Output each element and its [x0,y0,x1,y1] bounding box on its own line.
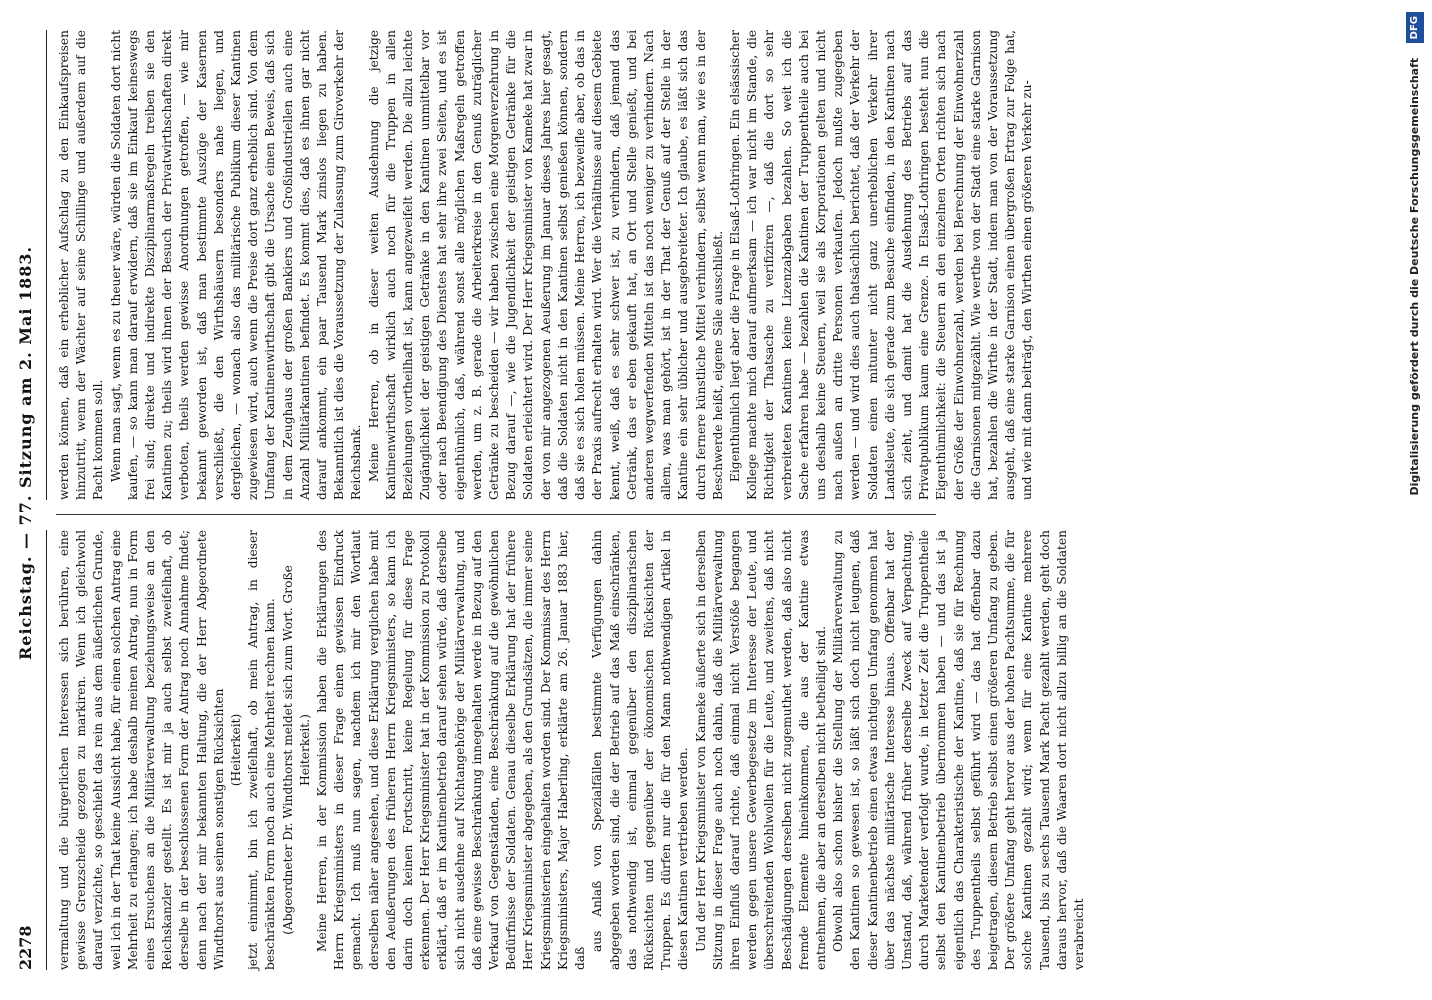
left-paragraph: (Heiterkeit) [229,713,244,787]
running-title: Reichstag. — 77. Sitzung am 2. Mai 1883. [16,245,35,660]
dfg-attribution-strip [1404,0,1426,1000]
left-paragraph: Meine Herren, in der Kommission haben die Erklärungen des Herrn Kriegsministers in dieser Frage einen gewissen Eindruck gemacht. Ich muß nun sagen, nachdem ich mir den Wortlaut derselben näher angesehen, und diese Erklärung verglichen habe mit den Aeußerungen des früheren Herrn Kriegsministers, so kann ich darin doch keinen Fortschritt, keine Regelung für diese Frage erkennen. Der Herr Kriegsminister hat in der Kommission zu Protokoll erklärt, daß er im Kantinenbetrieb darauf sehen würde, daß derselbe sich nicht ausdehne auf Nichtangehörige der Militärverwaltung, und daß eine gewisse Beschränkung innegehalten werde in Bezug auf den Verkauf von Gegenständen, eine Beschränkung auf die gewöhnlichen Bedürfnisse der Soldaten. Genau dieselbe Erklärung hat der frühere Herr Kriegsminister abgegeben, als den Grundsätzen, die immer seine Kriegsministerien eingehalten worden sind. Der Kommissar des Herrn Kriegsministers, Major Haberling, erklärte am 26. Januar 1883 hier, daß [315,530,588,970]
left-paragraph: vermaltung und die bürgerlichen Interessen sich berühren, eine gewisse Grenzscheide gezogen zu markiren. Wenn ich gleichwohl darauf verzichte, so geschieht das rein aus dem äußerlichen Grunde, weil ich in der That keine Aussicht habe, für einen solchen Antrag eine Mehrheit zu erlangen; ich habe deshalb meinen Antrag, nun in Form eines Ersuchens an die Militärverwaltung beziehungsweise an den Reichskanzler gestellt. Es ist mir ja auch selbst zweifelhaft, ob derselbe in der beschlossenen Form der Antrag noch Annahme findet; denn nach der mir bekannten Haltung, die der Herr Abgeordnete Windthorst aus seinen sonstigen Rücksichten [57,530,226,970]
right-column [56,30,1035,500]
left-paragraph: (Abgeordneter Dr. Windthorst meldet sich zum Wort. Große Heiterkeit.) [280,565,312,935]
left-paragraph: aus Anlaß von Spezialfällen bestimmte Verfügungen dahin abgegeben worden sind, die der Betrieb auf das Maß einschränken, das nothwendig ist, einmal gegenüber den disziplinarischen Rücksichten und gegenüber der ökonomischen Rücksichten der Truppen. Es dürfen nur die für den Mann nothwendigen Artikel in diesen Kantinen vertrieben werden. [590,530,691,970]
column-divider [56,514,936,515]
attribution-rotated [1404,0,1426,1000]
left-paragraph: Obwohl also schon bisher die Stellung der Militärverwaltung zu den Kantinen so gewesen ist, so läßt sich doch nicht leugnen, daß dieser Kantinenbetrieb einen etwas nichtigen Umfang genommen hat über das nächste militärische Interesse hinaus. Offenbar hat der Umstand, daß, während früher derselbe Zweck auf Verpachtung, durch Marketender verfolgt wurde, in letzter Zeit die Truppentheile selbst den Kantinenbetrieb übernommen haben — und das ist ja eigentlich das Charakteristische der Kantine, daß sie für Rechnung des Truppentheils selbst geführt wird — das hat offenbar dazu beigetragen, diesem Betrieb selbst einen größeren Umfang zu geben. Der größere Umfang geht hervor aus der hohen Pachtsumme, die für solche Kantinen gezahlt wird; wenn für eine Kantine mehrere Tausend, bis zu sechs Tausend Mark Pacht gezahlt werden, geht doch daraus hervor, daß die Waaren dort nicht allzu billig an die Soldaten verabreicht [831,530,1086,970]
right-paragraph: Meine Herren, ob in dieser weiten Ausdehnung die jetzige Kantinenwirthschaft wirklich auch noch für die Truppen in allen Beziehungen vortheilhaft ist, kann angezweifelt werden. Die allzu leichte Zugänglichkeit der geistigen Getränke in den Kantinen unmittelbar vor oder nach Beendigung des Dienstes hat sehr ihre zwei Seiten, und es ist eigenthümlich, daß, während sonst alle möglichen Maßregeln getroffen werden, um z. B. gerade die Arbeiterkreise in den Genuß zuträglicher Getränke zu bescheiden — wir haben zwischen eine Morgenverzehrung in Bezug darauf —, wie die Jugendlichkeit der geistigen Getränke für die Soldaten erleichtert wird. Der Herr Kriegsminister von Kameke hat zwar in der von mir angezogenen Aeußerung im Januar dieses Jahres hier gesagt, daß die Soldaten nicht in den Kantinen selbst genießen können, sondern daß sie es sich holen müssen. Meine Herren, ich bezweifle aber, ob das in der Praxis aufrecht erhalten wird. Wer die Verhältnisse auf diesem Gebiete kennt, weiß, daß es sehr schwer ist, zu verhindern, daß jemand das Getränk, das er eben gekauft hat, an Ort und Stelle genießt, und bei anderen wegwerfenden Mitteln ist das noch weniger zu verhindern. Nach allem, was man gehört, ist in der That der Genuß auf der Stelle in der Kantine ein sehr üblicher und ausgebreiteter. Ich glaube, es läßt sich das durch fernere künstliche Mittel verhindern, selbst wenn man, wie es in der Beschwerde heißt, eigene Säle ausschließt. [366,30,725,500]
attribution-text [1404,0,1426,1000]
left-paragraph: Und der Herr Kriegsminister von Kameke äußerte sich in derselben Sitzung in dieser Frage auch noch dahin, daß die Militärverwaltung ihren Einfluß darauf richte, daß einmal nicht Verstöße begangen werden gegen unsere Gewerbegesetze im Interesse der Leute, und überschreitenden Wohlwollen für die Leute, und zweitens, daß nicht Beschädigungen derselben nicht zugemuthet werden, daß also nicht fremde Elemente hineinkommen, die aus der Kantine etwas entnehmen, die aber an derselben nicht betheiligt sind. [693,530,828,970]
left-paragraph: jetzt einnimmt, bin ich zweifelhaft, ob mein Antrag, in dieser beschränkten Form noch auch eine Mehrheit rechnen kann. [246,530,278,970]
right-paragraph: werden können, daß ein erheblicher Aufschlag zu den Einkaufspreisen hinzutritt, wenn der Wächter auf seine Schillinge und außerdem auf die Pacht kommen soll. [57,30,106,500]
header-rule-right [46,30,47,500]
right-paragraph: Eigenthümlich liegt aber die Frage in Elsaß-Lothringen. Ein elsässischer Kollege machte mich darauf aufmerksam — ich war nicht im Stande, die Richtigkeit der Thatsache zu verifiziren —, daß die dort so sehr verbreiteten Kantinen keine Lizenzabgaben bezahlen. So weit ich die Sache erfahren habe — bezahlen die Kantinen der Truppentheile auch bei uns deshalb keine Steuern, weil sie als Korporationen gelten und nicht nach außen an dritte Personen verkaufen. Jedoch mußte zugegeben werden — und wird dies auch thatsächlich berichtet, daß der Verkehr der Soldaten einen mitunter nicht ganz unerheblichen Verkehr ihrer Landsleute, die sich gerade zum Besuche einfinden, in den Kantinen nach sich zieht, und damit hat die Ausdehnung des Betriebs auf das Privatpublikum kaum eine Grenze. In Elsaß-Lothringen besteht nun die Eigenthümlichkeit: die Steuern an den einzelnen Orten richten sich nach der Größe der Einwohnerzahl, werden bei Berechnung der Einwohnerzahl die Garnisonen mitgezählt. Wie werthe von der Stadt eine starke Garnison hat, bezahlen die Wirthe in der Stadt, indem man von der Voraussetzung ausgeht, daß eine starke Garnison einen übergroßen Ertrag zur Folge hat, und wie mit dann beiträgt, den Wirthen einen größeren Verkehr zu- [727,30,1035,500]
right-paragraph: Wenn man sagt, wenn es zu theuer wäre, würden die Soldaten dort nicht kaufen, — so kann man darauf erwidern, daß sie im Einkauf keineswegs frei sind; direkte und indirekte Disziplinarmaßregeln treiben sie den Kantinen zu; theils wird ihnen der Besuch der Privatwirthschaften direkt verboten, theils werden gewisse Anordnungen getroffen, — wie mir bekannt geworden ist, daß man bestimmte Auszüge der Kasernen verschließt, die den Wirthshäusern besonders nahe liegen, und dergleichen, — wonach also das militärische Publikum dieser Kantinen zugewiesen wird, auch wenn die Preise dort ganz erheblich sind. Von dem Umfang der Kantinenwirthschaft gibt die Ursache einen Beweis, daß sich in dem Zeughaus der großen Bankiers und Großindustriellen auch eine Anzahl Militärkantinen befindet. Es kommt dies, daß es ihnen gar nicht darauf ankommt, ein paar Tausend Mark zinslos liegen zu haben. Bekanntlich ist dies die Voraussetzung der Zulassung zum Giroverkehr der Reichsbank. [108,30,364,500]
left-column [56,530,1086,970]
attribution-label: Digitalisierung gefördert durch die Deutsche Forschungsgemeinschaft [1408,57,1421,496]
page-number: 2278 [16,925,35,970]
running-header [14,30,42,970]
header-rule-left [46,530,47,970]
dfg-logo-icon: DFG [1406,12,1424,43]
